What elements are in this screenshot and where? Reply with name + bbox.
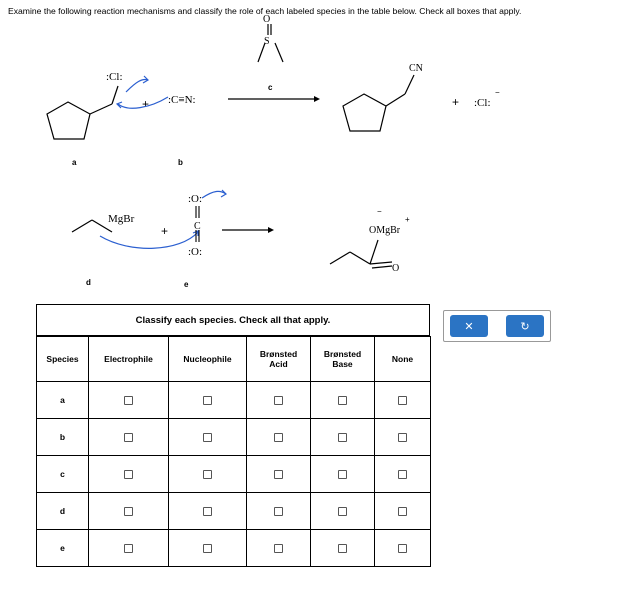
header-species: Species: [37, 337, 89, 382]
header-bronsted-base: Brønsted Base: [311, 337, 375, 382]
checkbox-c-bronsted-base[interactable]: [338, 470, 347, 479]
cell-none: [375, 530, 431, 567]
checkbox-a-bronsted-base[interactable]: [338, 396, 347, 405]
cell-electrophile: [89, 382, 169, 419]
curved-arrow-co2: [202, 191, 226, 198]
mgbr-group: MgBr: [108, 213, 135, 225]
cell-none: [375, 419, 431, 456]
co2-top-oxygen: :O:: [188, 193, 203, 205]
cell-electrophile: [89, 530, 169, 567]
checkbox-e-none[interactable]: [398, 544, 407, 553]
cell-none: [375, 456, 431, 493]
nitrile-group: CN: [409, 63, 423, 74]
checkbox-b-bronsted-base[interactable]: [338, 433, 347, 442]
cell-none: [375, 493, 431, 530]
product-carboxylate-structure: [330, 240, 392, 268]
checkbox-d-none[interactable]: [398, 507, 407, 516]
cell-none: [375, 382, 431, 419]
checkbox-d-nucleophile[interactable]: [203, 507, 212, 516]
species-label: b: [37, 419, 89, 456]
curved-arrow-grignard-attack: [100, 232, 198, 248]
header-nucleophile: Nucleophile: [169, 337, 247, 382]
label-e: e: [184, 280, 189, 289]
cell-electrophile: [89, 493, 169, 530]
table-row: [37, 530, 431, 567]
co2-carbon: C: [194, 221, 201, 232]
species-label: a: [37, 382, 89, 419]
cell-nucleophile: [169, 382, 247, 419]
plus-sign-2: +: [161, 224, 169, 238]
table-row: [37, 419, 431, 456]
checkbox-e-electrophile[interactable]: [124, 544, 133, 553]
plus-sign-product: +: [452, 95, 460, 109]
checkbox-c-nucleophile[interactable]: [203, 470, 212, 479]
close-icon[interactable]: ✕: [450, 315, 488, 337]
chlorine-atom: :Cl:: [106, 71, 123, 83]
checkbox-c-bronsted-acid[interactable]: [274, 470, 283, 479]
mg-charge-plus: +: [405, 215, 410, 224]
checkbox-e-bronsted-base[interactable]: [338, 544, 347, 553]
classify-prompt: Classify each species. Check all that apply.: [36, 304, 430, 336]
cell-nucleophile: [169, 456, 247, 493]
table-row: [37, 493, 431, 530]
chloride-ion: :Cl:: [474, 97, 491, 109]
dmso-oxygen: O: [263, 14, 271, 25]
cell-bronsted-acid: [247, 419, 311, 456]
checkbox-d-bronsted-acid[interactable]: [274, 507, 283, 516]
checkbox-e-bronsted-acid[interactable]: [274, 544, 283, 553]
checkbox-d-electrophile[interactable]: [124, 507, 133, 516]
checkbox-d-bronsted-base[interactable]: [338, 507, 347, 516]
cell-bronsted-base: [311, 456, 375, 493]
checkbox-a-none[interactable]: [398, 396, 407, 405]
label-d: d: [86, 278, 91, 287]
instructions-text: Examine the following reaction mechanisms and classify the role of each labeled species in the table below. Check all boxes that apply.: [8, 6, 522, 16]
checkbox-e-nucleophile[interactable]: [203, 544, 212, 553]
table-row: [37, 382, 431, 419]
checkbox-c-none[interactable]: [398, 470, 407, 479]
cell-bronsted-acid: [247, 456, 311, 493]
cell-bronsted-base: [311, 530, 375, 567]
plus-sign: +: [142, 97, 150, 111]
checkbox-b-none[interactable]: [398, 433, 407, 442]
reset-icon[interactable]: ↻: [506, 315, 544, 337]
answer-toolbox: [443, 310, 551, 342]
cell-bronsted-acid: [247, 530, 311, 567]
header-bronsted-acid: Brønsted Acid: [247, 337, 311, 382]
grignard-structure: [72, 220, 112, 232]
dmso-structure: [258, 24, 283, 62]
carbonyl-oxygen: O: [392, 263, 400, 274]
oxygen-charge-minus: −: [377, 207, 382, 216]
header-none: None: [375, 337, 431, 382]
cell-electrophile: [89, 419, 169, 456]
co2-bottom-oxygen: :O:: [188, 246, 203, 258]
cell-nucleophile: [169, 530, 247, 567]
dmso-sulfur: S: [264, 36, 270, 47]
checkbox-c-electrophile[interactable]: [124, 470, 133, 479]
species-label: e: [37, 530, 89, 567]
checkbox-a-electrophile[interactable]: [124, 396, 133, 405]
cyanide-ion: :C≡N:: [168, 94, 196, 106]
chloride-charge: −: [495, 88, 500, 97]
classification-table: [36, 336, 431, 567]
carboxylate-salt: OMgBr: [369, 225, 401, 236]
product-nitrile-structure: [343, 75, 414, 131]
checkbox-a-nucleophile[interactable]: [203, 396, 212, 405]
cell-nucleophile: [169, 493, 247, 530]
header-electrophile: Electrophile: [89, 337, 169, 382]
label-c: c: [268, 83, 273, 92]
table-header-row: [37, 337, 431, 382]
checkbox-a-bronsted-acid[interactable]: [274, 396, 283, 405]
cell-bronsted-acid: [247, 493, 311, 530]
checkbox-b-electrophile[interactable]: [124, 433, 133, 442]
cyclopentyl-chloride-structure: [47, 86, 118, 139]
cell-electrophile: [89, 456, 169, 493]
checkbox-b-nucleophile[interactable]: [203, 433, 212, 442]
label-a: a: [72, 158, 77, 167]
cell-nucleophile: [169, 419, 247, 456]
species-label: c: [37, 456, 89, 493]
cell-bronsted-base: [311, 493, 375, 530]
checkbox-b-bronsted-acid[interactable]: [274, 433, 283, 442]
cell-bronsted-base: [311, 419, 375, 456]
cell-bronsted-acid: [247, 382, 311, 419]
table-row: [37, 456, 431, 493]
label-b: b: [178, 158, 183, 167]
species-label: d: [37, 493, 89, 530]
cell-bronsted-base: [311, 382, 375, 419]
